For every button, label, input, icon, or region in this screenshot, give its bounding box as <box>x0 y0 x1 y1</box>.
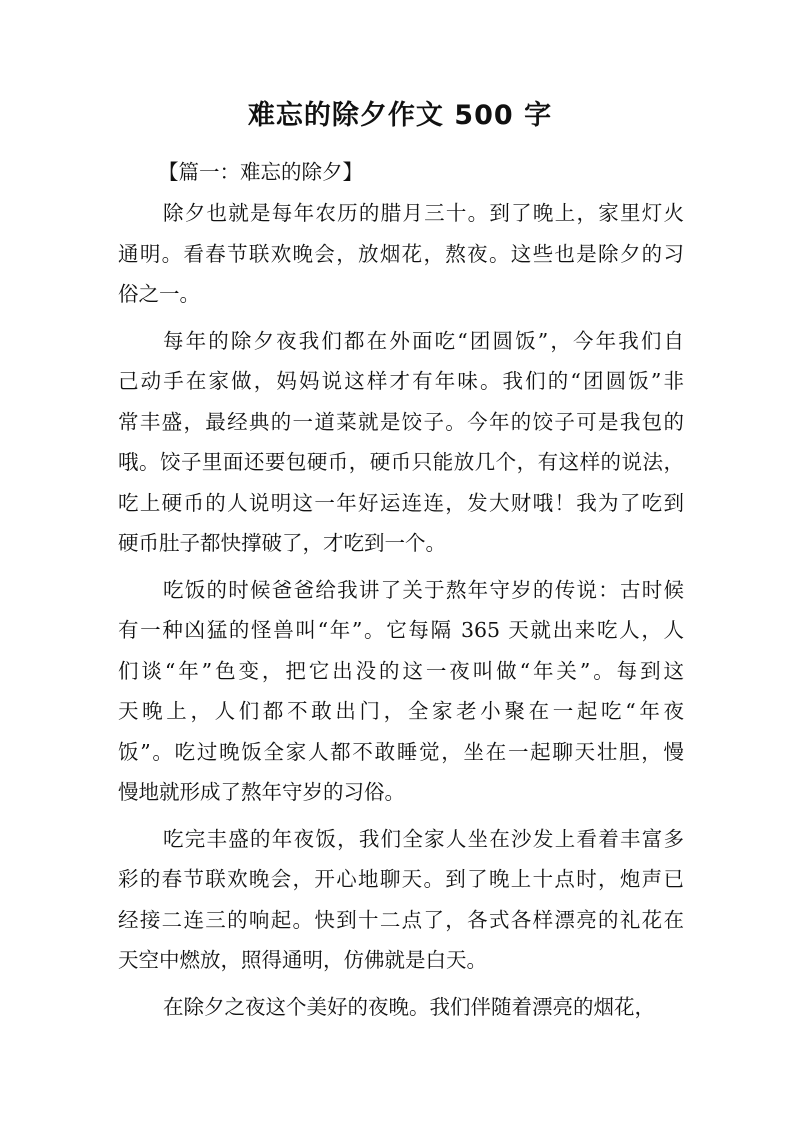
paragraph-line: 天晚上，人们都不敢出门，全家老小聚在一起吃“年夜 <box>118 699 684 723</box>
document-body <box>118 151 684 1033</box>
paragraph-line: 慢地就形成了熬年守岁的习俗。 <box>118 780 405 804</box>
paragraph-line: 通明。看春节联欢晚会，放烟花，熬夜。这些也是除夕的习 <box>118 241 684 266</box>
paragraph-2 <box>118 321 684 564</box>
paragraph-line: 常丰盛，最经典的一道菜就是饺子。今年的饺子可是我包的 <box>118 409 684 434</box>
paragraph-line: 俗之一。 <box>118 282 200 306</box>
paragraph-line: 吃饭的时候爸爸给我讲了关于熬年守岁的传说：古时候 <box>163 577 684 602</box>
paragraph-line: 天空中燃放，照得通明，仿佛就是白天。 <box>118 948 487 972</box>
paragraph-5 <box>118 987 684 1028</box>
paragraph-line: 吃完丰盛的年夜饭，我们全家人坐在沙发上看着丰富多 <box>163 826 684 851</box>
paragraph-3 <box>118 570 684 813</box>
paragraph-line: 吃上硬币的人说明这一年好运连连，发大财哦！我为了吃到 <box>118 490 684 515</box>
paragraph-line: 彩的春节联欢晚会，开心地聊天。到了晚上十点时，炮声已 <box>118 867 684 891</box>
paragraph-line: 除夕也就是每年农历的腊月三十。到了晚上，家里灯火 <box>163 201 684 225</box>
paragraph-line: 经接二连三的响起。快到十二点了，各式各样漂亮的礼花在 <box>118 907 684 932</box>
section-heading: 【篇一：难忘的除夕】 <box>158 160 363 184</box>
paragraph-line: 每年的除夕夜我们都在外面吃“团圆饭”，今年我们自 <box>163 328 684 353</box>
paragraph-line: 哦。饺子里面还要包硬币，硬币只能放几个，有这样的说法， <box>118 450 684 474</box>
paragraph-4 <box>118 819 684 981</box>
paragraph-line: 硬币肚子都快撑破了，才吃到一个。 <box>118 531 446 555</box>
paragraph-1 <box>118 193 684 315</box>
document-title: 难忘的除夕作文 500 字 <box>247 100 553 131</box>
paragraph-line: 们谈“年”色变，把它出没的这一夜叫做“年关”。每到这 <box>118 658 684 683</box>
paragraph-line: 在除夕之夜这个美好的夜晚。我们伴随着漂亮的烟花， <box>163 994 655 1019</box>
paragraph-line: 己动手在家做，妈妈说这样才有年味。我们的“团圆饭”非 <box>118 369 684 393</box>
paragraph-line: 饭”。吃过晚饭全家人都不敢睡觉，坐在一起聊天壮胆，慢 <box>118 739 684 764</box>
paragraph-line: 有一种凶猛的怪兽叫“年”。它每隔 365 天就出来吃人，人 <box>118 618 684 642</box>
